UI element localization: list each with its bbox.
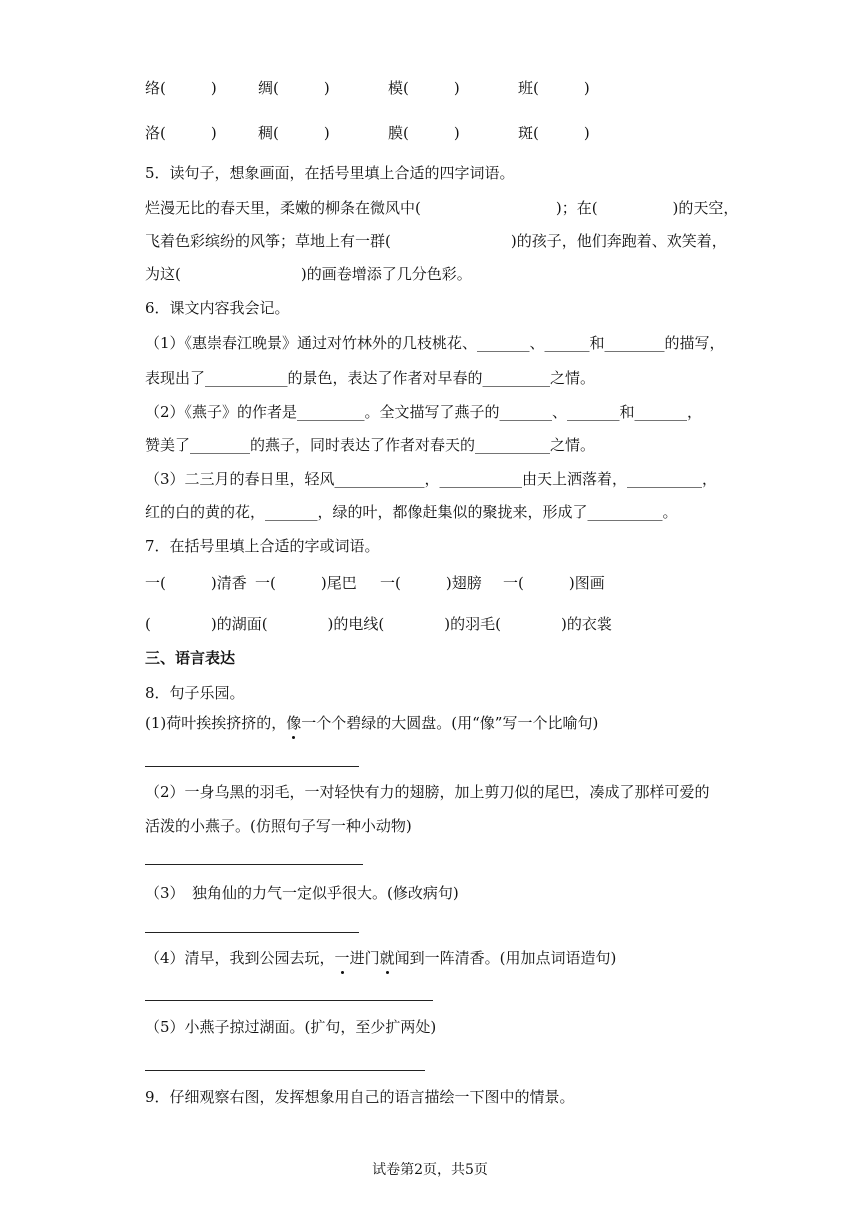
question-6-title: 6．课文内容我会记。	[145, 299, 290, 317]
q8-sentence-4	[145, 948, 616, 968]
question-6-text: 红的白的黄的花，_______，绿的叶，都像赶集似的聚拢来，形成了__________。	[145, 503, 678, 521]
answer-line[interactable]	[145, 932, 359, 933]
question-5-text: 飞着色彩缤纷的风筝；草地上有一群( )的孩子，他们奔跑着、欢笑着，	[145, 232, 727, 250]
question-6-text: （2）《燕子》的作者是_________。全文描写了燕子的_______、_______和_______，	[145, 403, 703, 421]
answer-line[interactable]	[145, 1070, 425, 1071]
q7-item: 一( )尾巴	[255, 574, 357, 592]
q8-sentence-1	[145, 713, 598, 733]
answer-line[interactable]	[145, 766, 359, 767]
question-5-text: 为这( )的画卷增添了几分色彩。	[145, 265, 472, 283]
q8-sentence-5: （5）小燕子掠过湖面。(扩句，至少扩两处)	[145, 1018, 437, 1036]
answer-line[interactable]	[145, 864, 363, 865]
text: （4）清早，我到公园去玩，	[145, 949, 335, 967]
question-6-text: 赞美了________的燕子，同时表达了作者对春天的__________之情。	[145, 436, 596, 454]
q7-item: 一( )清香	[145, 574, 247, 592]
q4-item: 稠( )	[258, 124, 330, 142]
question-6-text: 表现出了___________的景色，表达了作者对早春的_________之情。	[145, 369, 596, 387]
dotted-char: 就	[379, 949, 395, 967]
q8-sentence-2: （2）一身乌黑的羽毛，一对轻快有力的翅膀，加上剪刀似的尾巴，凑成了那样可爱的	[145, 783, 710, 801]
answer-line[interactable]	[145, 1000, 433, 1001]
q7-item: 一( )图画	[503, 574, 605, 592]
q4-item: 班( )	[518, 79, 590, 97]
question-7-title: 7．在括号里填上合适的字或词语。	[145, 537, 380, 555]
q4-item: 绸( )	[258, 79, 330, 97]
text: 闻到一阵清香。(用加点词语造句)	[394, 949, 617, 967]
dotted-char: 一	[334, 949, 350, 967]
text: (1)荷叶挨挨挤挤的，	[145, 714, 287, 732]
q4-item: 络( )	[145, 79, 217, 97]
text: 进门	[349, 949, 380, 967]
q7-item: 一( )翅膀	[380, 574, 482, 592]
q8-sentence-3: （3） 独角仙的力气一定似乎很大。(修改病句)	[145, 884, 459, 902]
question-6-text: （3）二三月的春日里，轻风____________，___________由天上洒落着，__________，	[145, 470, 718, 488]
question-8-title: 8．句子乐园。	[145, 684, 245, 702]
question-5-text: 烂漫无比的春天里，柔嫩的柳条在微风中( )；在( )的天空，	[145, 199, 739, 217]
q4-item: 膜( )	[388, 124, 460, 142]
q8-sentence-2: 活泼的小燕子。(仿照句子写一种小动物)	[145, 817, 412, 835]
q7-row-2: ( )的湖面( )的电线( )的羽毛( )的衣裳	[145, 615, 612, 633]
page-footer: 试卷第2页，共5页	[372, 1162, 488, 1178]
dotted-char: 像	[286, 714, 302, 732]
q4-item: 洛( )	[145, 124, 217, 142]
question-6-text: （1）《惠崇春江晚景》通过对竹林外的几枝桃花、_______、______和________的描写，	[145, 334, 725, 352]
q4-item: 斑( )	[518, 124, 590, 142]
section-heading: 三、语言表达	[145, 649, 236, 667]
q4-item: 模( )	[388, 79, 460, 97]
question-9-title: 9．仔细观察右图，发挥想象用自己的语言描绘一下图中的情景。	[145, 1088, 575, 1106]
text: 一个个碧绿的大圆盘。(用“像”写一个比喻句)	[301, 714, 599, 732]
question-5-title: 5．读句子，想象画面，在括号里填上合适的四字词语。	[145, 164, 515, 182]
